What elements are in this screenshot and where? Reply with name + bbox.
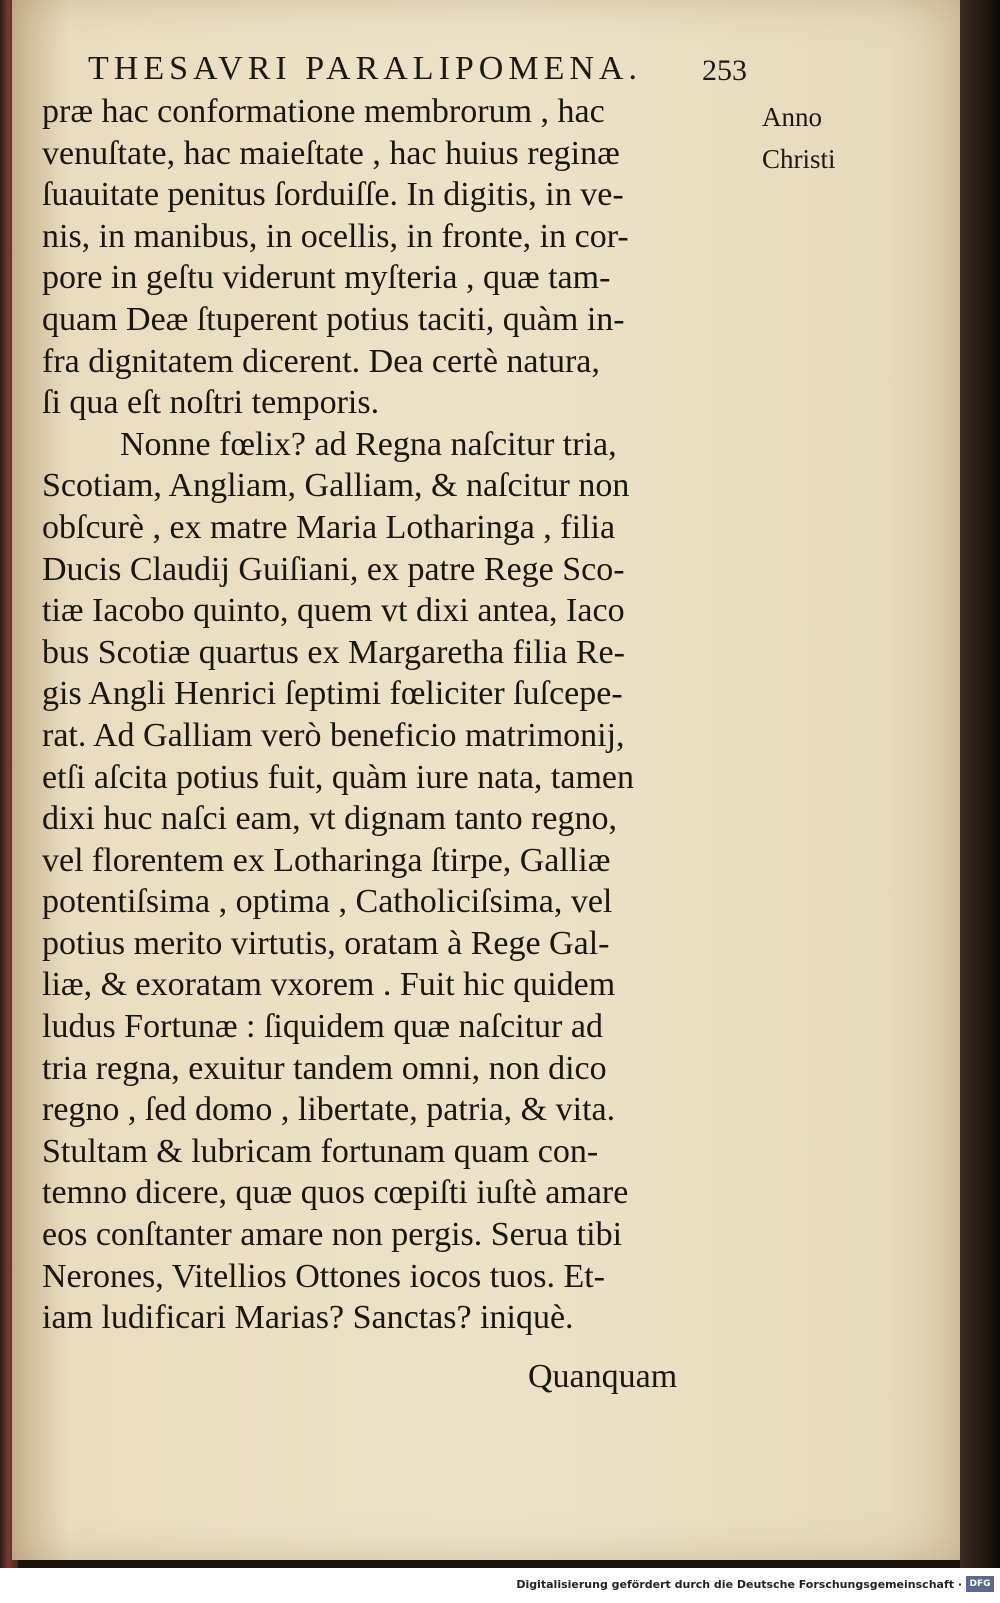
text-line: obſcurè , ex matre Maria Lotharinga , filia — [42, 508, 616, 546]
text-line: regno , ſed domo , libertate, patria, & vita. — [42, 1091, 616, 1129]
text-line: rat. Ad Galliam verò beneficio matrimonij, — [42, 716, 625, 754]
text-line: Stultam & lubricam fortunam quam con- — [42, 1132, 599, 1170]
text-line: liæ, & exoratam vxorem . Fuit hic quidem — [42, 966, 616, 1004]
text-line: quam Deæ ſtuperent potius taciti, quàm in- — [42, 300, 625, 338]
text-line: potentiſsima , optima , Catholiciſsima, vel — [42, 883, 613, 921]
text-line: eos conſtanter amare non pergis. Serua tibi — [42, 1216, 623, 1254]
page-edge — [960, 0, 1000, 1568]
dfg-logo-icon: DFG — [966, 1576, 994, 1592]
body-text — [42, 91, 752, 1339]
digitization-footer — [0, 1570, 1000, 1603]
text-line: dixi huc naſci eam, vt dignam tanto regno, — [42, 800, 618, 838]
text-line: Ducis Claudij Guiſiani, ex patre Rege Sco- — [42, 550, 625, 588]
text-line: præ hac conformatione membrorum , hac — [42, 93, 605, 130]
text-line: pore in geſtu viderunt myſteria , quæ tam- — [42, 259, 611, 297]
margin-note — [762, 96, 862, 180]
text-line: ſi qua eſt noſtri temporis. — [42, 384, 380, 422]
text-line: iam ludificari Marias? Sanctas? iniquè. — [42, 1299, 574, 1337]
text-line: ludus Fortunæ : ſiquidem quæ naſcitur ad — [42, 1008, 603, 1046]
footer-credit: Digitalisierung gefördert durch die Deutsche Forschungsgemeinschaft · — [516, 1578, 962, 1591]
text-line: etſi aſcita potius fuit, quàm iure nata, tamen — [42, 758, 634, 796]
text-line: gis Angli Henrici ſeptimi fœliciter ſuſcepe- — [42, 675, 623, 713]
text-line: vel florentem ex Lotharinga ſtirpe, Galliæ — [42, 841, 611, 879]
text-line-paragraph-start: Nonne fœlix? ad Regna naſcitur tria, — [120, 425, 617, 463]
text-line: temno dicere, quæ quos cœpiſti iuſtè amare — [42, 1174, 629, 1212]
text-line: fra dignitatem dicerent. Dea certè natura, — [42, 342, 600, 380]
text-line: potius merito virtutis, oratam à Rege Gal- — [42, 924, 610, 962]
text-line: ſuauitate penitus ſorduiſſe. In digitis, in ve- — [42, 176, 624, 214]
running-head: THESAVRI PARALIPOMENA. — [88, 50, 642, 87]
margin-note-line: Anno — [762, 102, 822, 132]
catchword: Quanquam — [528, 1358, 678, 1395]
text-line: bus Scotiæ quartus ex Margaretha filia Re- — [42, 633, 625, 671]
text-line: Scotiam, Angliam, Galliam, & naſcitur non — [42, 467, 630, 505]
text-line: Nerones, Vitellios Ottones iocos tuos. Et- — [42, 1257, 605, 1295]
page-number: 253 — [702, 54, 747, 87]
margin-note-line: Christi — [762, 144, 836, 174]
text-line: tria regna, exuitur tandem omni, non dico — [42, 1049, 607, 1087]
text-line: venuſtate, hac maieſtate , hac huius reginæ — [42, 134, 620, 172]
text-line: tiæ Iacobo quinto, quem vt dixi antea, Iaco — [42, 592, 625, 630]
text-line: nis, in manibus, in ocellis, in fronte, in cor- — [42, 217, 629, 255]
